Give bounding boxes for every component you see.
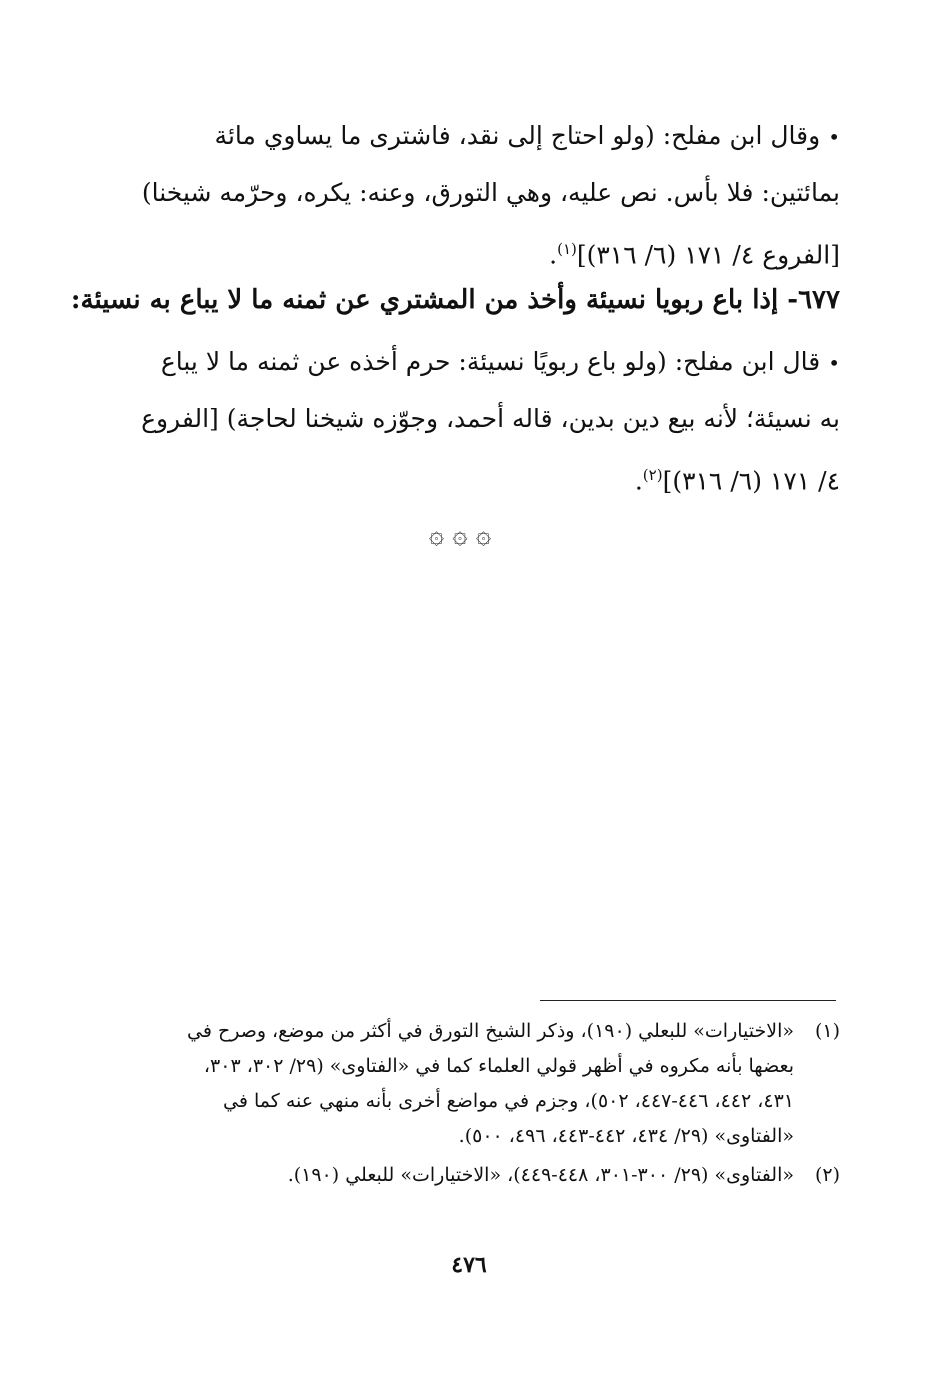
footnote-2: [98, 1158, 840, 1193]
footnote-text: بعضها بأنه مكروه في أظهر قولي العلماء كما في «الفتاوى» (٢٩/ ٣٠٢، ٣٠٣،: [203, 1055, 794, 1077]
paragraph-line: [80, 165, 840, 221]
paragraph-ribawi-nasia: [80, 334, 840, 509]
end-punctuation: .: [634, 466, 643, 496]
paragraph-text: به نسيئة؛ لأنه بيع دين بدين، قاله أحمد، وجوّزه شيخنا لحاجة) [الفروع: [141, 404, 840, 433]
paragraph-line: [80, 108, 840, 165]
ornament-divider-icon: ۞ ۞ ۞: [428, 520, 492, 550]
footnote-line: [98, 1049, 840, 1084]
paragraph-text: بمائتين: فلا بأس. نص عليه، وهي التورق، وعنه: يكره، وحرّمه شيخنا): [141, 178, 840, 207]
paragraph-line: [80, 391, 840, 447]
footnote-line: [98, 1158, 840, 1193]
footnote-number: (١): [814, 1020, 840, 1042]
paragraph-line: [80, 447, 840, 509]
footnote-text: «الفتاوى» (٢٩/ ٤٣٤، ٤٤٢-٤٤٣، ٤٩٦، ٥٠٠).: [458, 1125, 794, 1147]
paragraph-ibn-muflih-tawarruq: [80, 108, 840, 283]
footnote-ref-2[interactable]: (٢): [642, 466, 663, 484]
footnote-line: [98, 1014, 840, 1049]
citation-text: ٤/ ١٧١ (٦/ ٣١٦)]: [662, 466, 840, 496]
footnotes: [98, 1014, 840, 1193]
footnote-ref-1[interactable]: (١): [557, 240, 577, 258]
footnote-text: ٤٣١، ٤٤٢، ٤٤٦-٤٤٧، ٥٠٢)، وجزم في مواضع أخرى بأنه منهي عنه كما في: [223, 1090, 794, 1112]
footnote-number: (٢): [814, 1164, 840, 1186]
footnote-separator: [540, 1000, 836, 1001]
section-heading-677: ٦٧٧- إذا باع ربويا نسيئة وأخذ من المشتري عن ثمنه ما لا يباع به نسيئة:: [70, 285, 840, 315]
end-punctuation: .: [549, 240, 558, 270]
page-number: ٤٧٦: [451, 1252, 487, 1278]
bullet-icon: •: [828, 351, 840, 375]
footnote-line: [98, 1119, 840, 1154]
bullet-icon: •: [828, 125, 840, 149]
footnote-line: [98, 1084, 840, 1119]
footnote-text: «الاختيارات» للبعلي (١٩٠)، وذكر الشيخ التورق في أكثر من موضع، وصرح في: [187, 1020, 794, 1042]
paragraph-text: قال ابن مفلح: (ولو باع ربويًا نسيئة: حرم أخذه عن ثمنه ما لا يباع: [160, 347, 821, 376]
paragraph-line: [80, 334, 840, 391]
footnote-1: [98, 1014, 840, 1154]
paragraph-text: وقال ابن مفلح: (ولو احتاج إلى نقد، فاشترى ما يساوي مائة: [214, 121, 821, 150]
citation-text: [الفروع ٤/ ١٧١ (٦/ ٣١٦)]: [576, 240, 840, 270]
footnote-text: «الفتاوى» (٢٩/ ٣٠٠-٣٠١، ٤٤٨-٤٤٩)، «الاختيارات» للبعلي (١٩٠).: [287, 1164, 794, 1186]
